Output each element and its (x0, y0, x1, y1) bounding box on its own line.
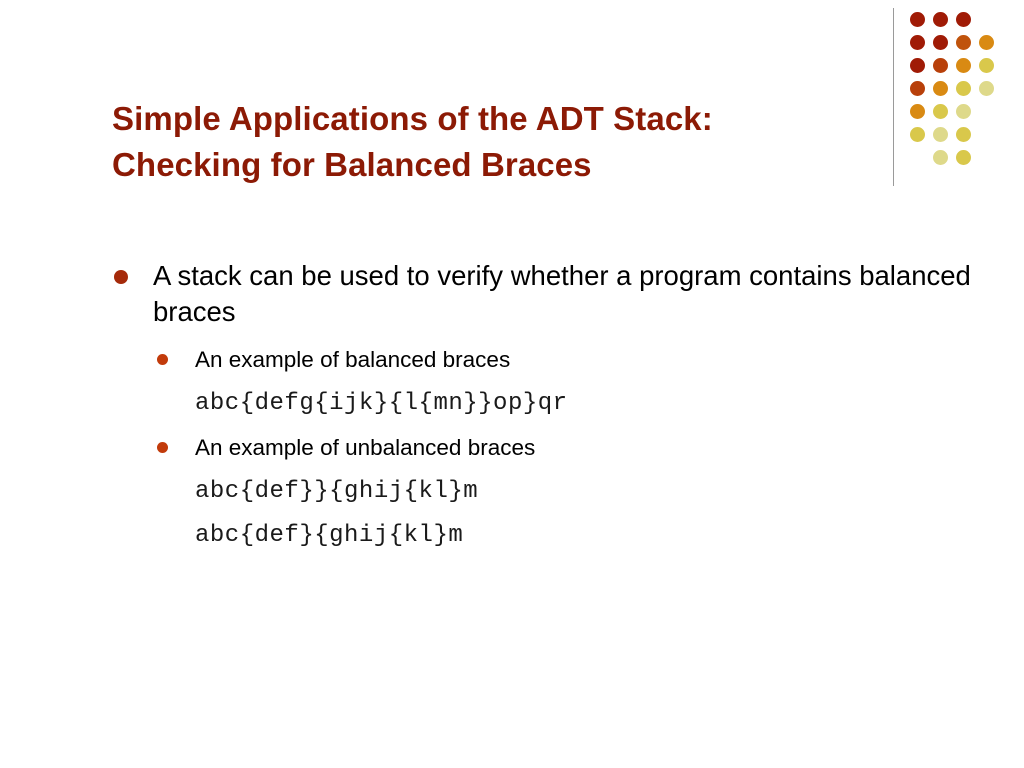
deco-dot (910, 35, 925, 50)
deco-dot (979, 58, 994, 73)
deco-dot (910, 58, 925, 73)
bullet-item-unbalanced (112, 433, 972, 462)
deco-dot (933, 12, 948, 27)
deco-dot (933, 150, 948, 165)
slide-title-line-1: Simple Applications of the ADT Stack: (112, 100, 713, 138)
slide-title (112, 96, 902, 187)
deco-dot (979, 81, 994, 96)
decorative-dot-grid (905, 10, 1015, 180)
deco-dot (956, 35, 971, 50)
code-sample-unbalanced-2: abc{def}{ghij{kl}m (195, 522, 464, 550)
code-sample-unbalanced-1: abc{def}}{ghij{kl}m (195, 478, 479, 506)
bullet-item-balanced (112, 345, 972, 374)
deco-dot (910, 12, 925, 27)
deco-dot (910, 127, 925, 142)
deco-dot (910, 104, 925, 119)
bullet-main-text: A stack can be used to verify whether a program contains balanced braces (153, 260, 971, 328)
bullet-sub-text-balanced: An example of balanced braces (195, 346, 511, 372)
deco-dot (933, 81, 948, 96)
deco-dot (956, 81, 971, 96)
deco-dot (956, 150, 971, 165)
deco-dot (956, 104, 971, 119)
deco-dot (956, 127, 971, 142)
slide-body (112, 258, 972, 551)
deco-dot (956, 58, 971, 73)
bullet-sub-text-unbalanced: An example of unbalanced braces (195, 434, 536, 460)
code-sample-balanced: abc{defg{ijk}{l{mn}}op}qr (195, 389, 568, 417)
deco-dot (933, 58, 948, 73)
slide-title-line-2: Checking for Balanced Braces (112, 145, 592, 183)
deco-dot (933, 127, 948, 142)
bullet-dot-icon (114, 270, 128, 284)
deco-dot (933, 35, 948, 50)
bullet-item-main (112, 258, 972, 331)
deco-dot (933, 104, 948, 119)
deco-dot (979, 35, 994, 50)
bullet-dot-icon (157, 442, 168, 453)
deco-dot (956, 12, 971, 27)
deco-dot (910, 81, 925, 96)
bullet-dot-icon (157, 354, 168, 365)
